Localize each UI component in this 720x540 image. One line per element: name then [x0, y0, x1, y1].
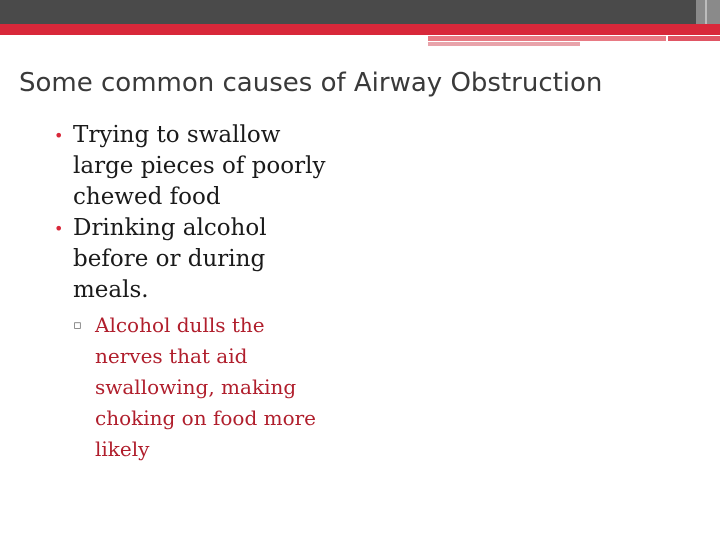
header-grey-line: [705, 0, 707, 24]
sub-bullet-list: [73, 310, 335, 465]
bullet-list: [50, 120, 335, 465]
header-grey-strip: [696, 0, 720, 24]
header-pink-thin-accent: [428, 42, 580, 46]
bullet-item: [50, 120, 335, 213]
sub-bullet-text: Alcohol dulls the nerves that aid swallowing, making choking on food more likely: [95, 313, 317, 461]
bullet-icon: •: [54, 219, 64, 238]
bullet-text: Trying to swallow large pieces of poorly chewed food: [73, 122, 326, 210]
sub-bullet-icon: ▫: [73, 318, 82, 333]
header-dark-bar: [0, 0, 700, 24]
slide-title: Some common causes of Airway Obstruction: [19, 68, 603, 98]
header-pink-accent: [428, 36, 666, 41]
bullet-item: [50, 213, 335, 465]
header-pink-end-accent: [668, 36, 720, 41]
sub-bullet-item: [73, 310, 335, 465]
header-red-bar: [0, 24, 720, 35]
bullet-icon: •: [54, 126, 64, 145]
bullet-text: Drinking alcohol before or during meals.: [73, 215, 267, 303]
